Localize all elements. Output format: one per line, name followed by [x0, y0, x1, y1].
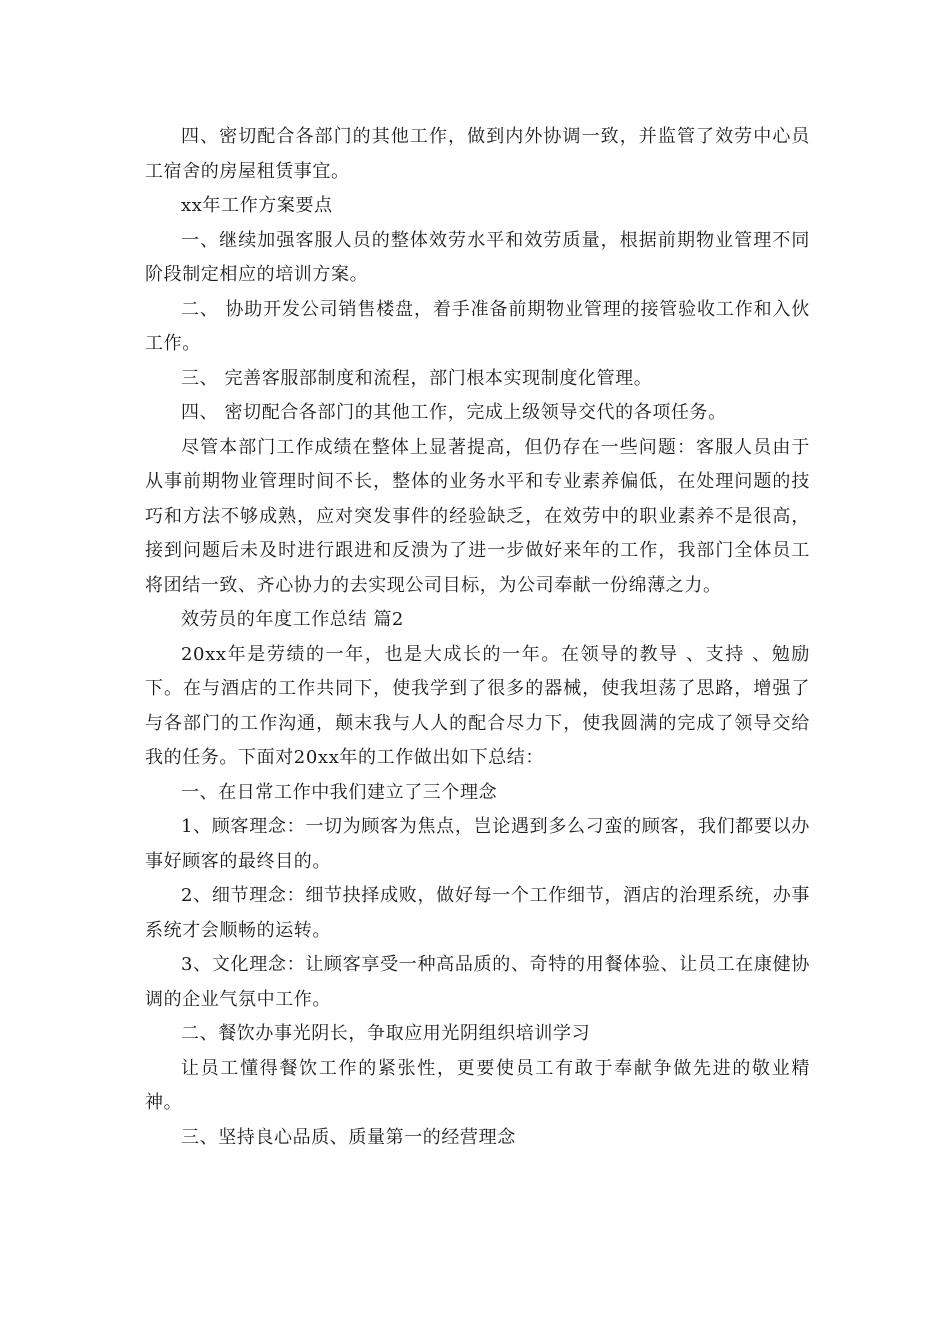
paragraph-plan-item-3: 三、 完善客服部制度和流程，部门根本实现制度化管理。	[181, 367, 653, 389]
paragraph-plan-item-2: 二、 协助开发公司销售楼盘，着手准备前期物业管理的接管验收工作和入伙工作。	[145, 298, 810, 354]
paragraph-training: 二、餐饮办事光阴长，争取应用光阴组织培训学习	[181, 1023, 591, 1044]
paragraph-dept-coordination: 四、密切配合各部门的其他工作，做到内外协调一致，并监管了效劳中心员工宿舍的房屋租赁事宜。	[145, 126, 810, 182]
paragraph-year-intro: 20xx年是劳绩的一年，也是大成长的一年。在领导的教导 、支持 、勉励下。在与酒店的工作共同下，使我学到了很多的器械，使我坦荡了思路，增强了与各部门的工作沟通，颠末我与人人的配合尽力下，使我圆满的完成了领导交给我的任务。下面对20xx年的工作做出如下总结：	[145, 643, 810, 768]
paragraph-customer-concept: 1、顾客理念：一切为顾客为焦点，岂论遇到多么刁蛮的顾客，我们都要以办事好顾客的最终目的。	[145, 816, 810, 872]
document-body	[145, 120, 810, 1155]
paragraph-dedication: 让员工懂得餐饮工作的紧张性，更要使员工有敢于奉献争做先进的敬业精神。	[145, 1057, 810, 1113]
paragraph-three-concepts: 一、在日常工作中我们建立了三个理念	[181, 781, 498, 803]
paragraph-plan-heading: xx年工作方案要点	[181, 195, 333, 216]
paragraph-problems: 尽管本部门工作成绩在整体上显著提高，但仍存在一些问题：客服人员由于从事前期物业管理时间不长，整体的业务水平和专业素养偏低，在处理问题的技巧和方法不够成熟，应对突发事件的经验缺乏，在效劳中的职业素养不是很高，接到问题后未及时进行跟进和反溃为了进一步做好来年的工作，我部门全体员工将团结一致、齐心协力的去实现公司目标，为公司奉献一份绵薄之力。	[145, 436, 810, 596]
paragraph-quality-first: 三、坚持良心品质、质量第一的经营理念	[181, 1126, 516, 1148]
paragraph-plan-item-4: 四、 密切配合各部门的其他工作，完成上级领导交代的各项任务。	[181, 402, 727, 423]
paragraph-detail-concept: 2、细节理念：细节抉择成败，做好每一个工作细节，酒店的治理系统，办事系统才会顺畅的运转。	[145, 885, 810, 941]
paragraph-culture-concept: 3、文化理念：让顾客享受一种高品质的、奇特的用餐体验、让员工在康健协调的企业气氛中工作。	[145, 954, 810, 1010]
paragraph-plan-item-1: 一、继续加强客服人员的整体效劳水平和效劳质量，根据前期物业管理不同阶段制定相应的培训方案。	[145, 229, 810, 285]
section-title-summary-2: 效劳员的年度工作总结 篇2	[181, 609, 404, 630]
